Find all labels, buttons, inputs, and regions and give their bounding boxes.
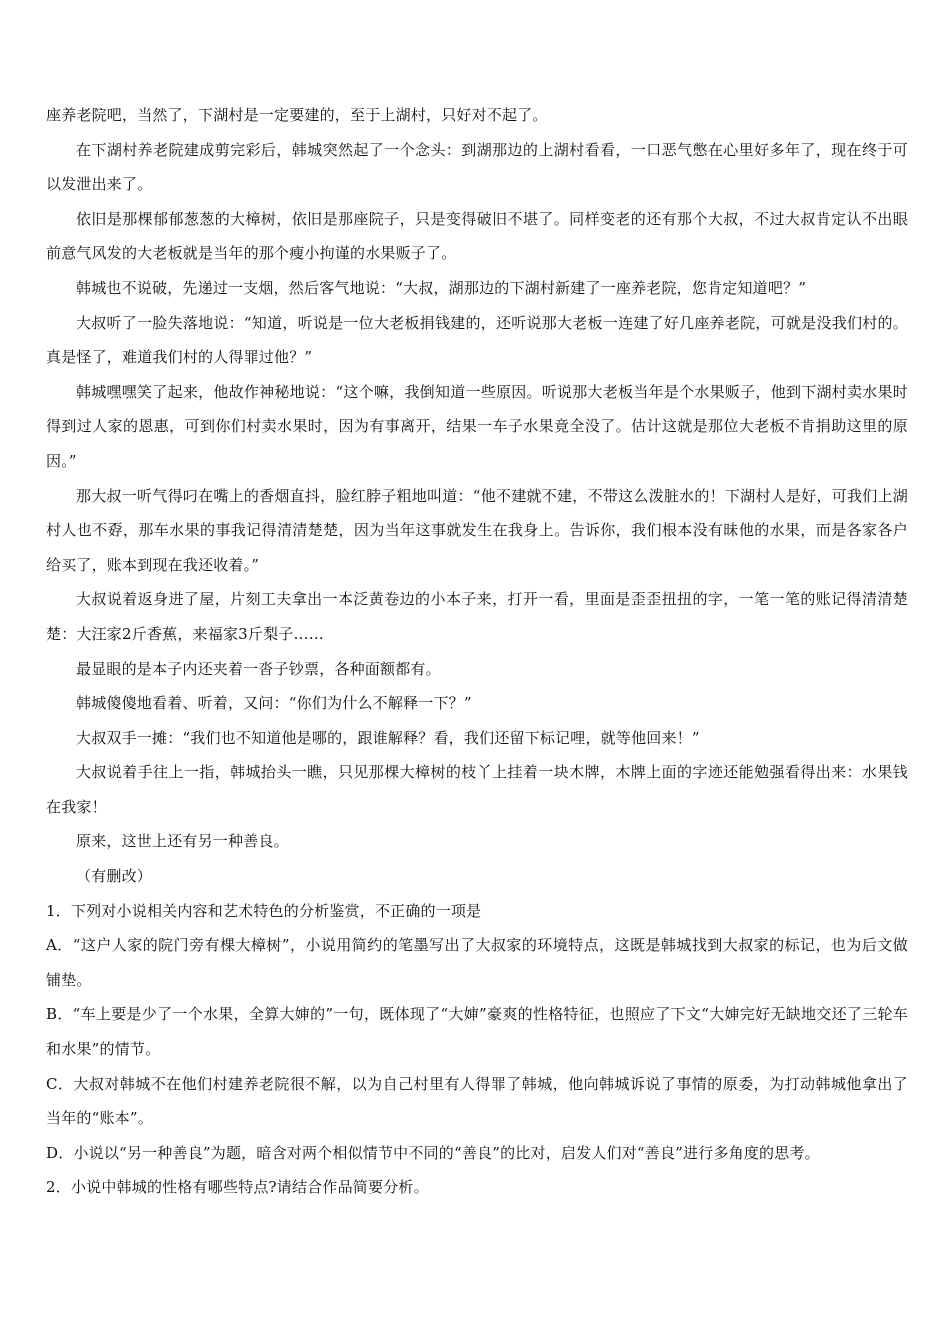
story-paragraph-continued: 座养老院吧，当然了，下湖村是一定要建的，至于上湖村，只好对不起了。 [46, 106, 548, 124]
source-note: （有删改） [76, 867, 153, 886]
story-paragraph: 韩城傻傻地看着、听着，又问：“你们为什么不解释一下？” [76, 694, 472, 713]
story-paragraph: 原来，这世上还有另一种善良。 [76, 832, 289, 851]
question-1-option-d: D．小说以“另一种善良”为题，暗含对两个相似情节中不同的“善良”的比对，启发人们对“善良”进行多角度的思考。 [46, 1143, 820, 1162]
story-paragraph: 韩城嘿嘿笑了起来，他故作神秘地说：“这个嘛，我倒知道一些原因。听说那大老板当年是个水果贩子，他到下湖村卖水果时得到过人家的恩惠，可到你们村卖水果时，因为有事离开，结果一车子水果竟全没了。估计这就是那位大老板不肯捐助这里的原因。” [46, 382, 908, 470]
story-paragraph: 大叔说着返身进了屋，片刻工夫拿出一本泛黄卷边的小本子来，打开一看，里面是歪歪扭扭的字，一笔一笔的账记得清清楚楚：大汪家2斤香蕉，来福家3斤梨子…… [46, 590, 908, 643]
story-paragraph: 最显眼的是本子内还夹着一沓子钞票，各种面额都有。 [76, 659, 441, 678]
story-paragraph: 大叔双手一摊：“我们也不知道他是哪的，跟谁解释？看，我们还留下标记哩，就等他回来！” [76, 728, 700, 747]
story-paragraph: 依旧是那棵郁郁葱葱的大樟树，依旧是那座院子，只是变得破旧不堪了。同样变老的还有那个大叔，不过大叔肯定认不出眼前意气风发的大老板就是当年的那个瘦小拘谨的水果贩子了。 [46, 209, 908, 263]
question-1-option-b: B．“车上要是少了一个水果，全算大婶的”一句，既体现了“大婶”豪爽的性格特征，也照应了下文“大婶完好无缺地交还了三轮车和水果”的情节。 [46, 1005, 908, 1059]
story-paragraph: 在下湖村养老院建成剪完彩后，韩城突然起了一个念头：到湖那边的上湖村看看，一口恶气憋在心里好多年了，现在终于可以发泄出来了。 [46, 140, 908, 194]
story-paragraph: 大叔听了一脸失落地说：“知道，听说是一位大老板捐钱建的，还听说那大老板一连建了好几座养老院，可就是没我们村的。真是怪了，难道我们村的人得罪过他？” [46, 313, 908, 367]
story-paragraph: 韩城也不说破，先递过一支烟，然后客气地说：“大叔，湖那边的下湖村新建了一座养老院，您肯定知道吧？” [76, 278, 807, 297]
story-paragraph: 大叔说着手往上一指，韩城抬头一瞧，只见那棵大樟树的枝丫上挂着一块木牌，木牌上面的字迹还能勉强看得出来：水果钱在我家！ [46, 763, 908, 816]
question-2-stem: 2．小说中韩城的性格有哪些特点?请结合作品简要分析。 [46, 1178, 429, 1197]
document-body [46, 98, 908, 1205]
question-1-option-a: A．“这户人家的院门旁有棵大樟树”，小说用简约的笔墨写出了大叔家的环境特点，这既是韩城找到大叔家的标记，也为后文做铺垫。 [46, 936, 908, 989]
story-paragraph: 那大叔一听气得叼在嘴上的香烟直抖，脸红脖子粗地叫道：“他不建就不建，不带这么泼脏水的！下湖村人是好，可我们上湖村人也不孬，那车水果的事我记得清清楚楚，因为当年这事就发生在我身上。告诉你，我们根本没有昧他的水果，而是各家各户给买了，账本到现在我还收着。” [46, 486, 908, 574]
question-1-stem: 1．下列对小说相关内容和艺术特色的分析鉴赏，不正确的一项是 [46, 901, 482, 920]
question-1-option-c: C．大叔对韩城不在他们村建养老院很不解，以为自己村里有人得罪了韩城，他向韩城诉说了事情的原委，为打动韩城他拿出了当年的“账本”。 [46, 1074, 908, 1128]
